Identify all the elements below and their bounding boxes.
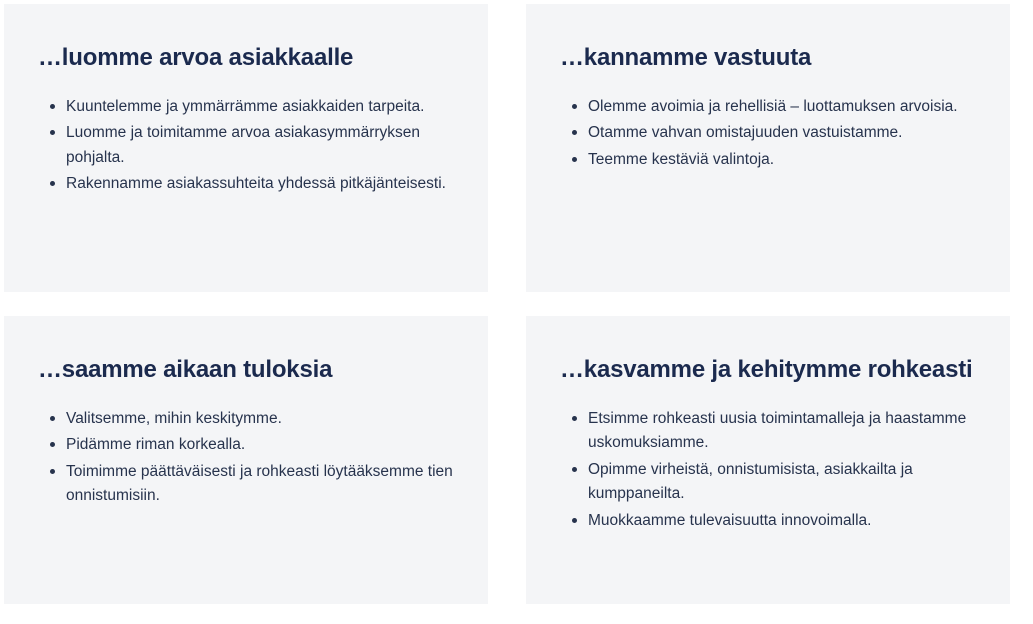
list-item: Teemme kestäviä valintoja. — [586, 148, 976, 172]
card-title: …luomme arvoa asiakkaalle — [38, 44, 354, 71]
card-bullet-list — [38, 95, 454, 197]
list-item: Kuuntelemme ja ymmärrämme asiakkaiden tarpeita. — [64, 95, 454, 119]
list-item: Etsimme rohkeasti uusia toimintamalleja ja haastamme uskomuksiamme. — [586, 407, 976, 456]
card-title: …kannamme vastuuta — [560, 44, 812, 71]
value-card-responsibility — [526, 4, 1010, 292]
list-item: Pidämme riman korkealla. — [64, 433, 454, 457]
list-item: Valitsemme, mihin keskitymme. — [64, 407, 454, 431]
card-bullet-list — [38, 407, 454, 509]
list-item: Muokkaamme tulevaisuutta innovoimalla. — [586, 509, 976, 533]
list-item: Opimme virheistä, onnistumisista, asiakkailta ja kumppaneilta. — [586, 458, 976, 507]
value-card-growth — [526, 316, 1010, 604]
card-bullet-list — [560, 95, 976, 172]
list-item: Luomme ja toimitamme arvoa asiakasymmärryksen pohjalta. — [64, 121, 454, 170]
list-item: Rakennamme asiakassuhteita yhdessä pitkäjänteisesti. — [64, 172, 454, 196]
value-card-customer-value — [4, 4, 488, 292]
list-item: Otamme vahvan omistajuuden vastuistamme. — [586, 121, 976, 145]
card-bullet-list — [560, 407, 976, 533]
card-title: …kasvamme ja kehitymme rohkeasti — [560, 356, 973, 383]
value-card-results — [4, 316, 488, 604]
card-title: …saamme aikaan tuloksia — [38, 356, 333, 383]
list-item: Olemme avoimia ja rehellisiä – luottamuksen arvoisia. — [586, 95, 976, 119]
list-item: Toimimme päättäväisesti ja rohkeasti löytääksemme tien onnistumisiin. — [64, 460, 454, 509]
